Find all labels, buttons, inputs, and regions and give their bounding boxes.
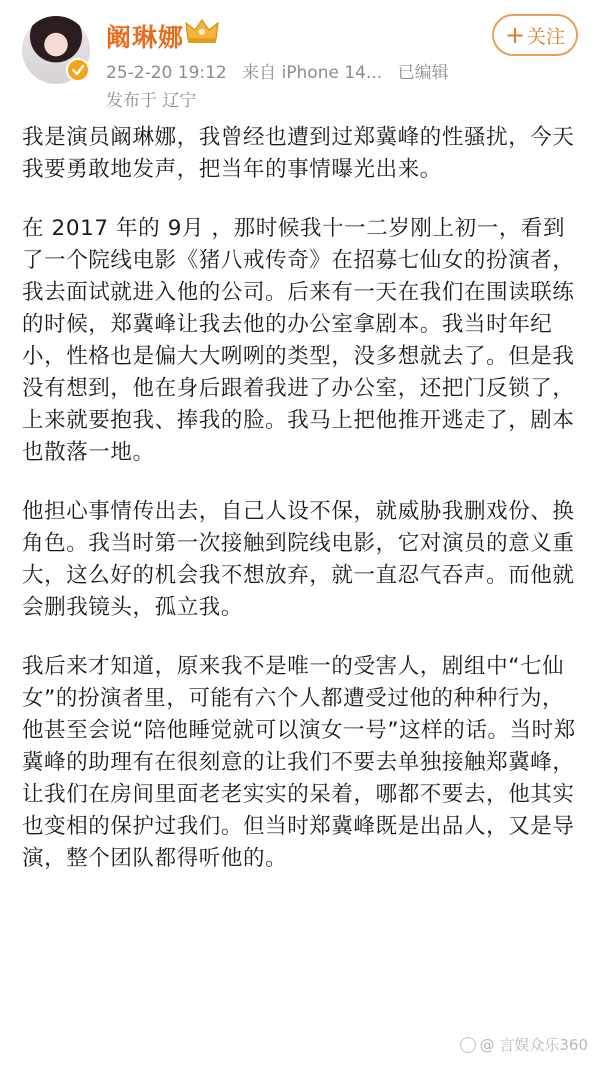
watermark-text: @ 言娱众乐360 [479, 1036, 588, 1054]
post-source: 来自 iPhone 14... [242, 63, 383, 83]
post-paragraph: 他担心事情传出去，自己人设不保，就威胁我删戏份、换角色。我当时第一次接触到院线电影，它对演员的意义重大，这么好的机会我不想放弃，就一直忍气吞声。而他就会删我镜头，孤立我。 [22, 499, 575, 620]
post-meta [106, 58, 459, 83]
watermark [460, 1034, 588, 1055]
author-name[interactable]: 阚琳娜 [106, 23, 185, 52]
edited-label[interactable]: 已编辑 [397, 63, 449, 83]
post-paragraph: 我后来才知道，原来我不是唯一的受害人，剧组中“七仙女”的扮演者里，可能有六个人都遭受过他的种种行为，他甚至会说“陪他睡觉就可以演女一号”这样的话。当时郑冀峰的助理有在很刻意的让我们不要去单独接触郑冀峰，让我们在房间里面老老实实的呆着，哪都不要去，他其实也变相的保护过我们。但当时郑冀峰既是出品人，又是导演，整个团队都得听他的。 [22, 654, 576, 871]
vip-crown-icon [184, 17, 220, 45]
verified-badge-icon [66, 58, 90, 82]
post-paragraph: 在 2017 年的 9月 ，那时候我十一二岁刚上初一，看到了一个院线电影《猪八戒传奇》在招募七仙女的扮演者，我去面试就进入他的公司。后来有一天在我们在围读联练的时候，郑冀峰让我去他的办公室拿剧本。我当时年纪小，性格也是偏大大咧咧的类型，没多想就去了。但是我没有想到，他在身后跟着我进了办公室，还把门反锁了，上来就要抱我、捧我的脸。我马上把他推开逃走了，剧本也散落一地。 [22, 216, 575, 465]
watermark-logo-icon [460, 1037, 476, 1053]
post-location: 发布于 辽宁 [106, 91, 197, 111]
plus-icon: + [504, 21, 526, 49]
post-body [22, 122, 582, 902]
follow-button[interactable] [492, 14, 578, 56]
follow-button-label: 关注 [527, 25, 566, 48]
post-header [0, 0, 600, 110]
post-paragraph: 我是演员阚琳娜，我曾经也遭到过郑冀峰的性骚扰，今天我要勇敢地发声，把当年的事情曝光出来。 [22, 125, 575, 182]
post-time: 25-2-20 19:12 [106, 63, 227, 83]
